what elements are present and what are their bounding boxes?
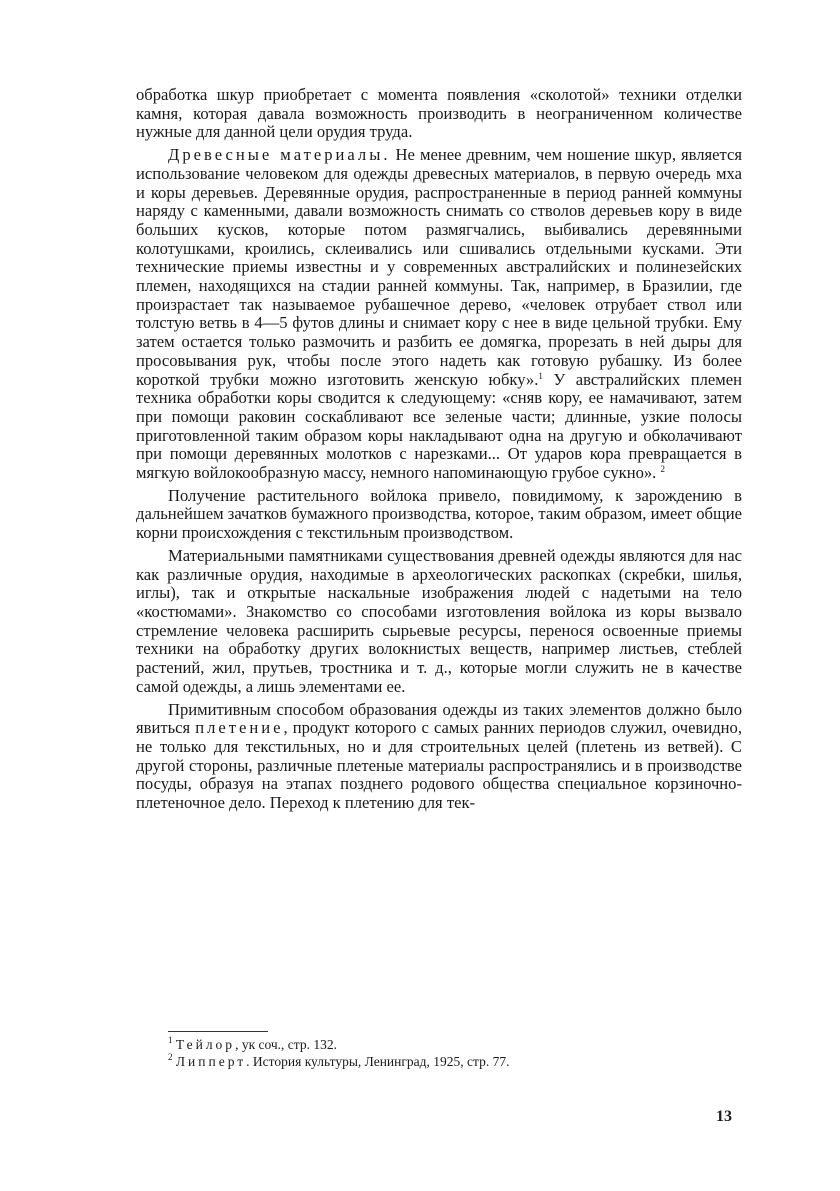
paragraph (136, 701, 742, 813)
footnote-author: Липперт (175, 1054, 247, 1069)
footnote (168, 1053, 728, 1070)
paragraph-text: Не менее древним, чем ношение шкур, является использование человеком для одежды древесных материалов, в первую очередь мха и коры деревьев. Деревянные орудия, распространенные в период ранней коммуны наряду с каменными, давали возможность снимать со стволов деревьев кору в виде больших кусков, которые потом размягчались, выбивались деревянными колотушками, кроились, склеивались или сшивались отдельными кусками. Эти технические приемы известны и у современных австралийских и полинезейских племен, находящихся на стадии ранней коммуны. Так, например, в Бразилии, где произрастает так называемое рубашечное дерево, «человек отрубает ствол или толстую ветвь в 4—5 футов длины и снимает кору с нее в виде цельной трубки. Ему затем остается только размочить и разбить ее домягка, прорезать в ней дыры для просовывания рук, чтобы после этого надеть как готовую рубашку. Из более короткой трубки можно изготовить женскую юбку». (136, 145, 742, 389)
paragraph (136, 547, 742, 697)
section-lead: Древесные материалы. (168, 145, 391, 165)
body-text (136, 86, 742, 817)
paragraph-text: У австралийских племен техника обработки коры сводится к следующему: «сняв кору, ее намачивают, затем при помощи раковин соскабливают все зеленые части; длинные, узкие полосы приготовленной таким образом коры накладывают одна на другую и обколачивают при помощи деревянных молотков с нарезками... От ударов кора превращается в мягкую войлокообразную массу, немного напоминающую грубое сукно». (136, 369, 742, 483)
footnote-mark: 1 (168, 1035, 173, 1045)
paragraph (136, 146, 742, 483)
spaced-term: плетение (195, 718, 284, 738)
footnote-mark: 2 (168, 1052, 173, 1062)
paragraph-text: , продукт которого с самых ранних периодов служил, очевидно, не только для текстильных, но и для строительных целей (плетень из ветвей). С другой стороны, различные плетеные материалы распространялись и в производстве посуды, образуя на этапах позднего родового общества специальное корзиночно-плетеночное дело. Переход к плетению для тек- (136, 718, 742, 813)
footnote-text: , ук соч., стр. 132. (235, 1037, 337, 1052)
footnote-text: . История культуры, Ленинград, 1925, стр. 77. (246, 1054, 510, 1069)
paragraph (136, 487, 742, 543)
footnote-ref: 1 (538, 370, 543, 381)
paragraph-text: Материальными памятниками существования древней одежды являются для нас как различные орудия, находимые в археологических раскопках (скребки, шилья, иглы), так и открытые наскальные изображения людей с надетыми на тело «костюмами». Знакомство со способами изготовления войлока из коры вызвало стремление человека расширить сырьевые ресурсы, перенося освоенные приемы техники на обработку других волокнистых веществ, например листьев, стеблей растений, жил, прутьев, тростника и т. д., которые могли служить не в качестве самой одежды, а лишь элементами ее. (136, 545, 742, 696)
paragraph-text: Примитивным способом образования одежды из таких элементов должно было явиться (136, 699, 742, 738)
paragraph-text: обработка шкур приобретает с момента появления «сколотой» техники отделки камня, которая давала возможность производить в неограниченном количестве нужные для данной цели орудия труда. (136, 85, 742, 142)
footnotes (168, 1036, 728, 1070)
paragraph (136, 86, 742, 142)
footnote-ref: 2 (660, 464, 665, 475)
page-number: 13 (716, 1108, 732, 1125)
paragraph-text: Получение растительного войлока привело, повидимому, к зарождению в дальнейшем зачатков бумажного производства, которое, таким образом, имеет общие корни происхождения с текстильным производством. (136, 485, 742, 543)
footnote (168, 1036, 728, 1053)
footnote-author: Тейлор (175, 1037, 236, 1052)
footnote-divider (168, 1031, 268, 1032)
